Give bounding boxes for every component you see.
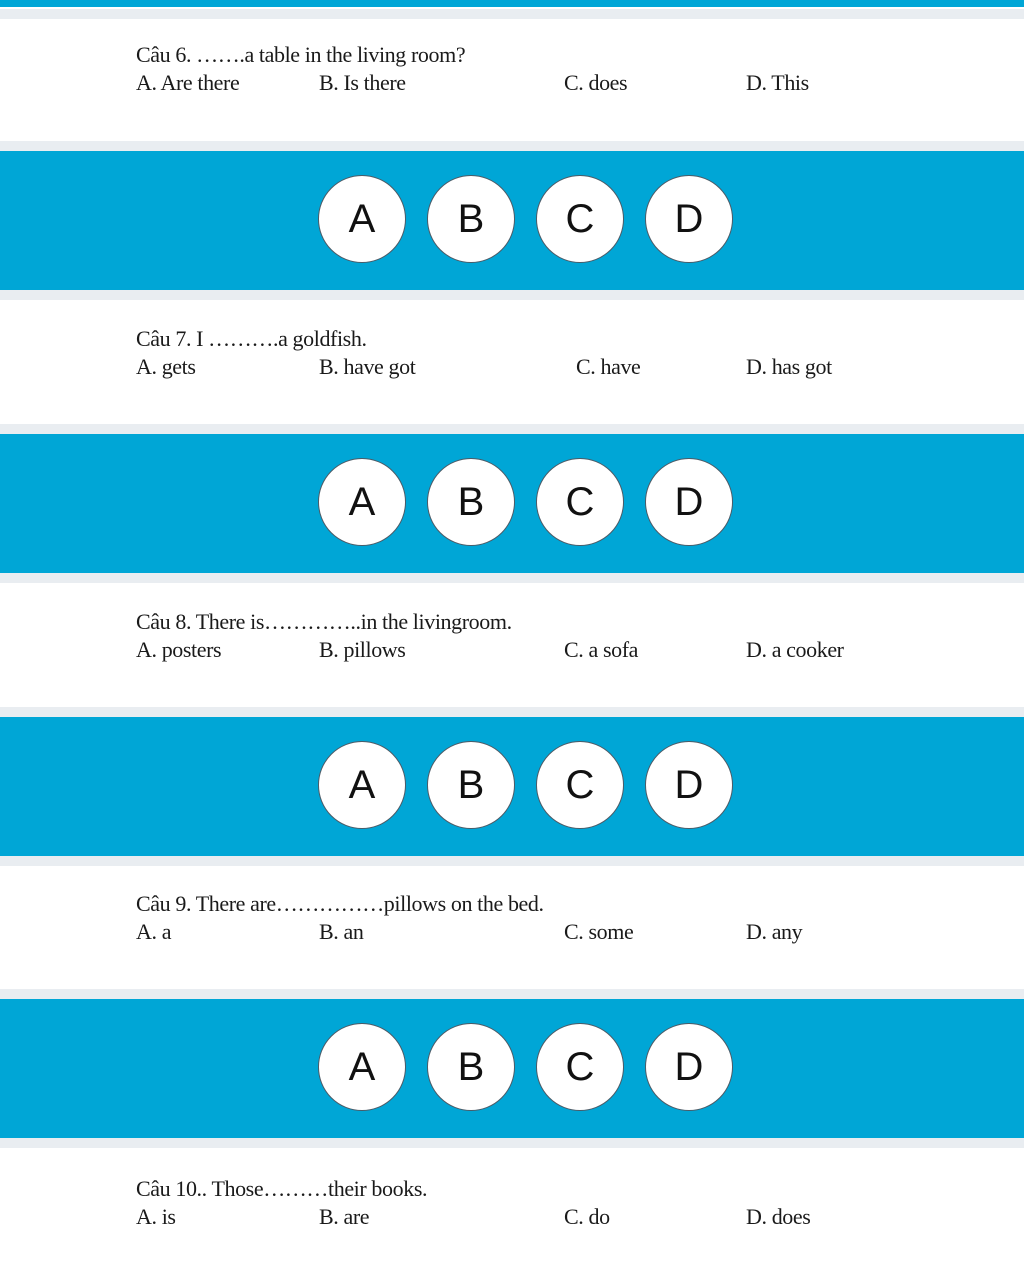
- separator: [0, 707, 1024, 717]
- answer-button-d[interactable]: D: [645, 175, 733, 263]
- answer-band-2: [0, 434, 1024, 573]
- answer-button-b[interactable]: B: [427, 741, 515, 829]
- option-b: B. have got: [319, 354, 416, 379]
- answer-button-b[interactable]: B: [427, 1023, 515, 1111]
- answer-button-d[interactable]: D: [645, 1023, 733, 1111]
- separator: [0, 424, 1024, 434]
- answer-button-a[interactable]: A: [318, 458, 406, 546]
- option-a: A. a: [136, 919, 172, 944]
- question-text: Câu 10.. Those………their books.: [136, 1176, 428, 1201]
- separator: [0, 1138, 1024, 1148]
- option-d: D. does: [746, 1204, 811, 1229]
- option-d: D. This: [746, 70, 809, 95]
- option-a: A. Are there: [136, 70, 240, 95]
- answer-button-a[interactable]: A: [318, 1023, 406, 1111]
- option-d: D. a cooker: [746, 637, 844, 662]
- answer-button-c[interactable]: C: [536, 1023, 624, 1111]
- option-a: A. posters: [136, 637, 222, 662]
- option-c: C. does: [564, 70, 628, 95]
- separator: [0, 290, 1024, 300]
- answer-button-a[interactable]: A: [318, 741, 406, 829]
- option-a: A. gets: [136, 354, 196, 379]
- question-text: Câu 8. There is…………..in the livingroom.: [136, 609, 512, 634]
- option-d: D. has got: [746, 354, 832, 379]
- question-text: Câu 9. There are……………pillows on the bed.: [136, 891, 544, 916]
- separator: [0, 9, 1024, 19]
- separator: [0, 856, 1024, 866]
- question-text: Câu 7. I ……….a goldfish.: [136, 326, 367, 351]
- answer-button-c[interactable]: C: [536, 175, 624, 263]
- answer-button-b[interactable]: B: [427, 458, 515, 546]
- answer-button-c[interactable]: C: [536, 458, 624, 546]
- option-c: C. have: [576, 354, 641, 379]
- option-c: C. a sofa: [564, 637, 638, 662]
- option-c: C. do: [564, 1204, 610, 1229]
- option-b: B. Is there: [319, 70, 406, 95]
- answer-band-1: [0, 151, 1024, 290]
- answer-button-a[interactable]: A: [318, 175, 406, 263]
- answer-button-b[interactable]: B: [427, 175, 515, 263]
- option-b: B. an: [319, 919, 364, 944]
- separator: [0, 989, 1024, 999]
- answer-band-3: [0, 717, 1024, 856]
- option-c: C. some: [564, 919, 634, 944]
- answer-button-c[interactable]: C: [536, 741, 624, 829]
- option-b: B. are: [319, 1204, 370, 1229]
- answer-button-d[interactable]: D: [645, 458, 733, 546]
- separator: [0, 141, 1024, 151]
- option-b: B. pillows: [319, 637, 406, 662]
- option-d: D. any: [746, 919, 803, 944]
- question-text: Câu 6. …….a table in the living room?: [136, 42, 466, 67]
- top-accent-bar: [0, 0, 1024, 7]
- separator: [0, 573, 1024, 583]
- option-a: A. is: [136, 1204, 176, 1229]
- answer-button-d[interactable]: D: [645, 741, 733, 829]
- answer-band-4: [0, 999, 1024, 1138]
